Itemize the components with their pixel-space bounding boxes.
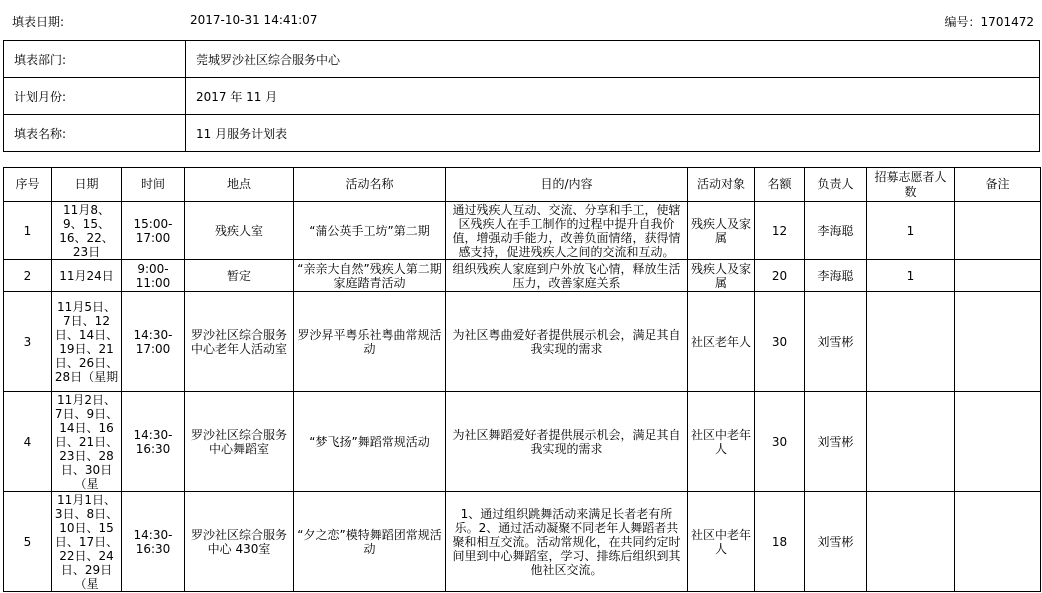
cell-date-text: 11月2日、7日、9日、14日、16日、21日、23日、28日、30日（星 — [54, 392, 119, 491]
cell-no: 3 — [4, 292, 52, 392]
cell-quota: 30 — [755, 392, 805, 492]
cell-time: 14:30-16:30 — [122, 492, 185, 592]
cell-target: 残疾人及家属 — [688, 202, 755, 260]
col-header-volunteers: 招募志愿者人数 — [867, 168, 955, 202]
cell-note — [955, 392, 1041, 492]
col-header-place: 地点 — [185, 168, 294, 202]
cell-no: 5 — [4, 492, 52, 592]
cell-no: 1 — [4, 202, 52, 260]
col-header-quota: 名额 — [755, 168, 805, 202]
cell-target: 社区中老年人 — [688, 392, 755, 492]
plan-month-value: 2017 年 11 月 — [186, 78, 1040, 115]
cell-date-text: 11月5日、7日、12日、14日、19日、21日、26日、28日（星期 — [54, 299, 119, 384]
department-label: 填表部门: — [4, 41, 186, 78]
cell-place: 罗沙社区综合服务中心舞蹈室 — [185, 392, 294, 492]
department-value: 莞城罗沙社区综合服务中心 — [186, 41, 1040, 78]
service-plan-table — [3, 167, 1041, 592]
cell-quota: 30 — [755, 292, 805, 392]
info-row-department — [4, 41, 1040, 78]
cell-activity-name: “亲亲大自然”残疾人第二期家庭踏青活动 — [294, 260, 446, 292]
cell-purpose: 为社区粤曲爱好者提供展示机会，满足其自我实现的需求 — [446, 292, 688, 392]
cell-time: 14:30-16:30 — [122, 392, 185, 492]
cell-leader: 刘雪彬 — [805, 492, 867, 592]
cell-activity-name: “夕之恋”模特舞蹈团常规活动 — [294, 492, 446, 592]
info-table — [3, 40, 1040, 152]
cell-quota: 18 — [755, 492, 805, 592]
col-header-activity-name: 活动名称 — [294, 168, 446, 202]
cell-date — [52, 492, 122, 592]
cell-date — [52, 292, 122, 392]
cell-purpose: 为社区舞蹈爱好者提供展示机会，满足其自我实现的需求 — [446, 392, 688, 492]
cell-activity-name: “蒲公英手工坊”第二期 — [294, 202, 446, 260]
cell-note — [955, 492, 1041, 592]
cell-activity-name: “梦飞扬”舞蹈常规活动 — [294, 392, 446, 492]
cell-volunteers — [867, 292, 955, 392]
cell-place: 罗沙社区综合服务中心老年人活动室 — [185, 292, 294, 392]
header-row — [0, 0, 1042, 38]
col-header-leader: 负责人 — [805, 168, 867, 202]
cell-leader: 李海聪 — [805, 260, 867, 292]
col-header-note: 备注 — [955, 168, 1041, 202]
serial-number: 编号：1701472 — [944, 15, 1034, 29]
cell-target: 社区老年人 — [688, 292, 755, 392]
table-row — [4, 292, 1041, 392]
cell-place: 残疾人室 — [185, 202, 294, 260]
cell-quota: 20 — [755, 260, 805, 292]
cell-leader: 刘雪彬 — [805, 292, 867, 392]
cell-no: 2 — [4, 260, 52, 292]
cell-place: 罗沙社区综合服务中心 430室 — [185, 492, 294, 592]
form-name-value: 11 月服务计划表 — [186, 115, 1040, 152]
cell-date-text: 11月1日、3日、8日、10日、15日、17日、22日、24日、29日（星 — [54, 492, 119, 591]
cell-purpose: 通过残疾人互动、交流、分享和手工，使辖区残疾人在手工制作的过程中提升自我价值，增强动手能力，改善负面情绪，获得情感支持，促进残疾人之间的交流和互动。 — [446, 202, 688, 260]
cell-target: 社区中老年人 — [688, 492, 755, 592]
cell-purpose — [446, 492, 688, 592]
cell-time: 9:00-11:00 — [122, 260, 185, 292]
col-header-date: 日期 — [52, 168, 122, 202]
cell-date — [52, 392, 122, 492]
fill-date-value: 2017-10-31 14:41:07 — [190, 13, 318, 27]
cell-date: 11月8、9、15、16、22、23日 — [52, 202, 122, 260]
cell-leader: 李海聪 — [805, 202, 867, 260]
cell-quota: 12 — [755, 202, 805, 260]
info-row-form-name — [4, 115, 1040, 152]
plan-month-label: 计划月份: — [4, 78, 186, 115]
col-header-target: 活动对象 — [688, 168, 755, 202]
cell-leader: 刘雪彬 — [805, 392, 867, 492]
cell-no: 4 — [4, 392, 52, 492]
cell-date: 11月24日 — [52, 260, 122, 292]
cell-note — [955, 292, 1041, 392]
cell-time: 15:00-17:00 — [122, 202, 185, 260]
col-header-purpose: 目的/内容 — [446, 168, 688, 202]
cell-place: 暂定 — [185, 260, 294, 292]
fill-date-label: 填表日期: — [12, 15, 65, 29]
cell-note — [955, 260, 1041, 292]
cell-time: 14:30-17:00 — [122, 292, 185, 392]
cell-note — [955, 202, 1041, 260]
form-name-label: 填表名称: — [4, 115, 186, 152]
table-row — [4, 392, 1041, 492]
table-row — [4, 492, 1041, 592]
cell-target: 残疾人及家属 — [688, 260, 755, 292]
col-header-time: 时间 — [122, 168, 185, 202]
table-header-row — [4, 168, 1041, 202]
cell-volunteers: 1 — [867, 260, 955, 292]
table-row — [4, 202, 1041, 260]
cell-volunteers — [867, 392, 955, 492]
info-row-plan-month — [4, 78, 1040, 115]
cell-volunteers: 1 — [867, 202, 955, 260]
cell-volunteers — [867, 492, 955, 592]
col-header-no: 序号 — [4, 168, 52, 202]
cell-purpose: 组织残疾人家庭到户外放飞心情，释放生活压力，改善家庭关系 — [446, 260, 688, 292]
table-row — [4, 260, 1041, 292]
cell-purpose-text: 1、通过组织跳舞活动来满足长者老有所乐。2、通过活动凝聚不同老年人舞蹈者共聚和相互交流。活动常规化，在共同约定时间里到中心舞蹈室，学习、排练后组织到其他社区交流。 — [452, 506, 681, 577]
cell-activity-name: 罗沙昇平粤乐社粤曲常规活动 — [294, 292, 446, 392]
